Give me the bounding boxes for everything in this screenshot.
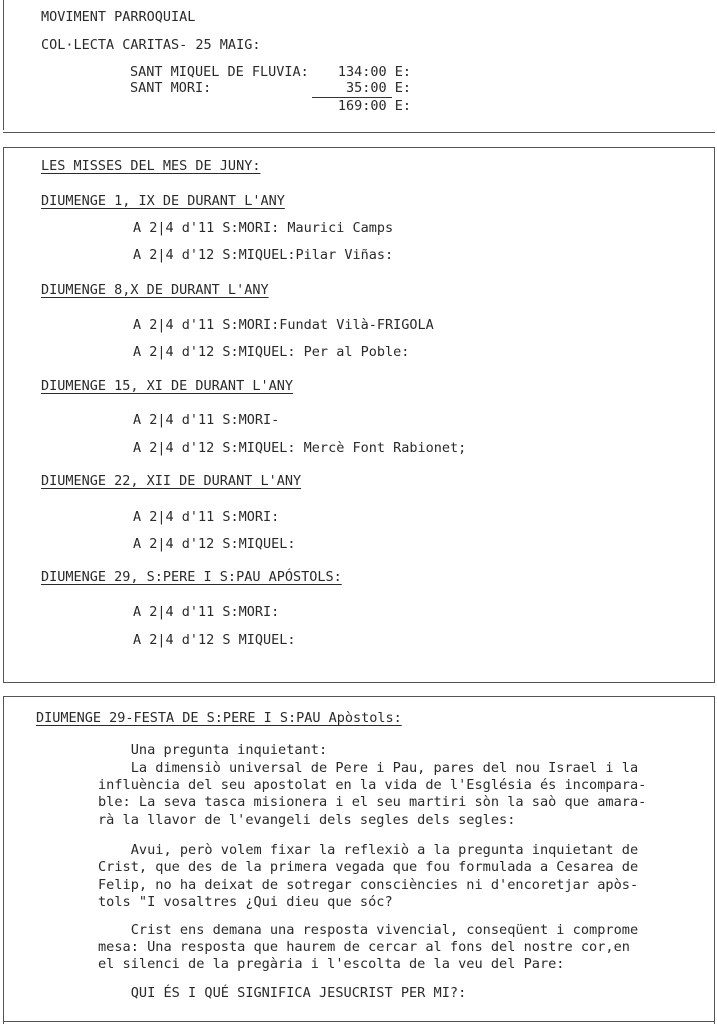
section3-bottom-border: [3, 1021, 715, 1022]
collection-title: COL·LECTA CARITAS- 25 MAIG:: [41, 37, 261, 53]
masses-title: LES MISSES DEL MES DE JUNY:: [41, 158, 261, 174]
section3-right-border: [714, 696, 715, 1024]
collection-row-amount: 134:00 E:: [337, 64, 411, 80]
mass-entry: A 2|4 d'12 S:MIQUEL:: [133, 536, 296, 552]
collection-row-label: SANT MIQUEL DE FLUVIA:: [130, 64, 309, 80]
section2-right-border: [714, 147, 715, 682]
paragraph-line: rà la llavor de l'evangeli dels segles dels segles:: [98, 812, 516, 828]
mass-entry: A 2|4 d'11 S:MORI:: [133, 509, 280, 525]
paragraph-line: mesa: Una resposta que haurem de cercar al fons del nostre cor,en: [98, 939, 630, 955]
section3-top-border: [3, 696, 715, 697]
feast-title: DIUMENGE 29-FESTA DE S:PERE I S:PAU Apòstols:: [36, 710, 402, 726]
paragraph-line: Crist, que des de la primera vegada que fou formulada a Cesarea de: [98, 859, 639, 875]
paragraph-line: Crist ens demana una resposta vivencial, conseqüent i comprome: [98, 922, 639, 938]
paragraph-line: La dimensiò universal de Pere i Pau, pares del nou Israel i la: [98, 760, 639, 776]
paragraph-line: influència del seu apostolat en la vida de l'Església és incompara-: [98, 777, 647, 793]
mass-entry: A 2|4 d'12 S:MIQUEL:Pilar Viñas:: [133, 247, 394, 263]
closing-question: QUI ÉS I QUÉ SIGNIFICA JESUCRIST PER MI?:: [98, 985, 467, 1001]
mass-entry: A 2|4 d'11 S:MORI:Fundat Vilà-FRIGOLA: [133, 317, 434, 333]
section1-header: MOVIMENT PARROQUIAL: [41, 9, 196, 25]
paragraph-line: Avui, però volem fixar la reflexiò a la pregunta inquietant de: [98, 842, 639, 858]
paragraph-line: ble: La seva tasca misionera i el seu martiri sòn la saò que amara-: [98, 794, 647, 810]
paragraph-line: tols "I vosaltres ¿Qui dieu que sóc?: [98, 894, 393, 910]
section2-bottom-border: [3, 682, 715, 683]
collection-total: 169:00 E:: [337, 98, 411, 114]
section1-left-border: [3, 0, 4, 130]
paragraph-line: el silenci de la pregària i l'escolta de la veu del Pare:: [98, 956, 565, 972]
sunday-heading: DIUMENGE 1, IX DE DURANT L'ANY: [41, 193, 285, 209]
sunday-heading: DIUMENGE 8,X DE DURANT L'ANY: [41, 282, 269, 298]
mass-entry: A 2|4 d'12 S MIQUEL:: [133, 632, 296, 648]
mass-entry: A 2|4 d'11 S:MORI:: [133, 604, 280, 620]
mass-entry: A 2|4 d'12 S:MIQUEL: Per al Poble:: [133, 344, 410, 360]
mass-entry: A 2|4 d'12 S:MIQUEL: Mercè Font Rabionet;: [133, 440, 467, 456]
sunday-heading: DIUMENGE 22, XII DE DURANT L'ANY: [41, 473, 302, 489]
sunday-heading: DIUMENGE 15, XI DE DURANT L'ANY: [41, 378, 293, 394]
sunday-heading: DIUMENGE 29, S:PERE I S:PAU APÓSTOLS:: [41, 569, 342, 585]
section1-bottom-border: [3, 132, 715, 133]
section2-left-border: [3, 147, 4, 682]
paragraph-line: Felip, no ha deixat de sotregar consciències ni d'encoretjar apòs-: [98, 877, 639, 893]
mass-entry: A 2|4 d'11 S:MORI: Maurici Camps: [133, 220, 394, 236]
section2-top-border: [3, 147, 715, 148]
mass-entry: A 2|4 d'11 S:MORI-: [133, 412, 280, 428]
paragraph-line: Una pregunta inquietant:: [98, 742, 328, 758]
section3-left-border: [3, 696, 4, 1024]
collection-row-amount: 35:00 E:: [345, 80, 411, 96]
collection-row-label: SANT MORI:: [130, 80, 212, 96]
